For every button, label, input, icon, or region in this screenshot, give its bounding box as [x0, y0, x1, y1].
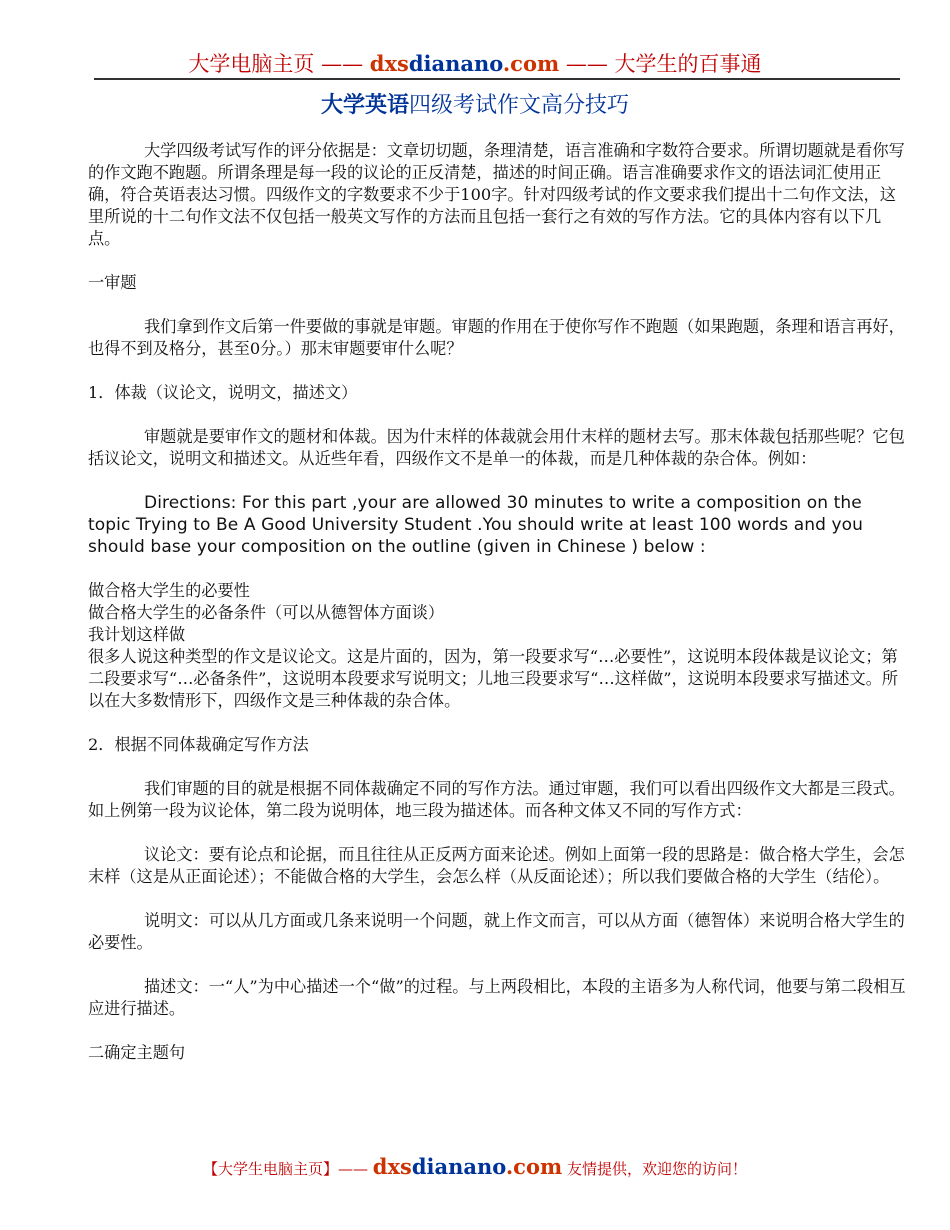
page-footer: [0, 1154, 950, 1182]
paragraph-review: 我们拿到作文后第一件要做的事就是审题。审题的作用在于使你写作不跑题（如果跑题，条理和语言再好，也得不到及格分，甚至0分。）那末审题要审什么呢？: [88, 317, 905, 358]
paragraph-expository: 说明文：可以从几方面或几条来说明一个问题，就上作文而言，可以从方面（德智体）来说明合格大学生的必要性。: [88, 911, 905, 952]
paragraph-descriptive: 描述文：一“人”为中心描述一个“做”的过程。与上两段相比，本段的主语多为人称代词，他要与第二段相互应进行描述。: [88, 977, 906, 1018]
paragraph-method: 我们审题的目的就是根据不同体裁确定不同的写作方法。通过审题，我们可以看出四级作文大都是三段式。如上例第一段为议论体，第二段为说明体，地三段为描述体。而各种文体又不同的写作方式：: [88, 779, 905, 820]
title-rest-part: 四级考试作文高分技巧: [409, 93, 630, 118]
paragraph-genre: 审题就是要审作文的题材和体裁。因为什末样的体裁就会用什末样的题材去写。那末体裁包括那些呢？它包括议论文，说明文和描述文。从近些年看，四级作文不是单一的体裁，而是几种体裁的杂合体。例如：: [88, 427, 905, 468]
page-header: [0, 50, 950, 78]
outline-item-1: 做合格大学生的必要性: [88, 581, 250, 600]
header-left-text: 大学电脑主页 ——: [188, 52, 370, 76]
section-heading-2: 二确定主题句: [88, 1043, 186, 1062]
subheading-method: 2．根据不同体裁确定写作方法: [88, 735, 309, 754]
footer-right-text: 友情提供，欢迎您的访问！: [562, 1160, 747, 1178]
header-right-text: —— 大学生的百事通: [559, 52, 762, 76]
footer-site-part-b: dianano: [411, 1154, 506, 1179]
outline-item-2: 做合格大学生的必备条件（可以从德智体方面谈）: [88, 603, 445, 622]
header-site-part-b: dianano: [408, 51, 503, 76]
outline-item-3: 我计划这样做: [88, 625, 186, 644]
intro-paragraph: 大学四级考试写作的评分依据是：文章切切题，条理清楚，语言准确和字数符合要求。所谓切题就是看你写的作文跑不跑题。所谓条理是每一段的议论的正反清楚，描述的时间正确。语言准确要求作文的语法词汇使用正确，符合英语表达习惯。四级作文的字数要求不少于100字。针对四级考试的作文要求我们提出十二句作文法，这里所说的十二句作文法不仅包括一般英文写作的方法而且包括一套行之有效的写作方法。它的具体内容有以下几点。: [88, 141, 905, 248]
footer-site-part-c: .com: [505, 1154, 563, 1179]
section-heading-1: 一审题: [88, 273, 137, 292]
title-bold-part: 大学英语: [320, 92, 409, 118]
header-site-link[interactable]: [370, 51, 559, 76]
subheading-genre: 1．体裁（议论文，说明文，描述文）: [88, 383, 358, 402]
footer-site-link[interactable]: [373, 1154, 562, 1179]
paragraph-argumentative: 议论文：要有论点和论据，而且往往从正反两方面来论述。例如上面第一段的思路是：做合格大学生，会怎末样（这是从正面论述）；不能做合格的大学生，会怎么样（从反面论述）；所以我们要做合格的大学生（结伦）。: [88, 845, 905, 886]
paragraph-analysis: 很多人说这种类型的作文是议论文。这是片面的，因为，第一段要求写“…必要性”，这说明本段体裁是议论文；第二段要求写“…必备条件”，这说明本段要求写说明文；儿地三段要求写“…这样做”，这说明本段要求写描述文。所以在大多数情形下，四级作文是三种体裁的杂合体。: [88, 647, 899, 710]
footer-left-text: 【大学生电脑主页】——: [203, 1160, 373, 1178]
header-divider: [94, 78, 900, 80]
header-site-part-a: dxs: [369, 51, 409, 76]
english-directions: Directions: For this part ,your are allowed 30 minutes to write a composition on the topic Trying to Be A Good University Student .You should write at least 100 words and you should base your composition on the outline (given in Chinese ) below :: [88, 493, 864, 557]
header-site-part-c: .com: [502, 51, 560, 76]
page-title: [0, 90, 950, 121]
footer-site-part-a: dxs: [372, 1154, 412, 1179]
article-body: [88, 140, 908, 1064]
